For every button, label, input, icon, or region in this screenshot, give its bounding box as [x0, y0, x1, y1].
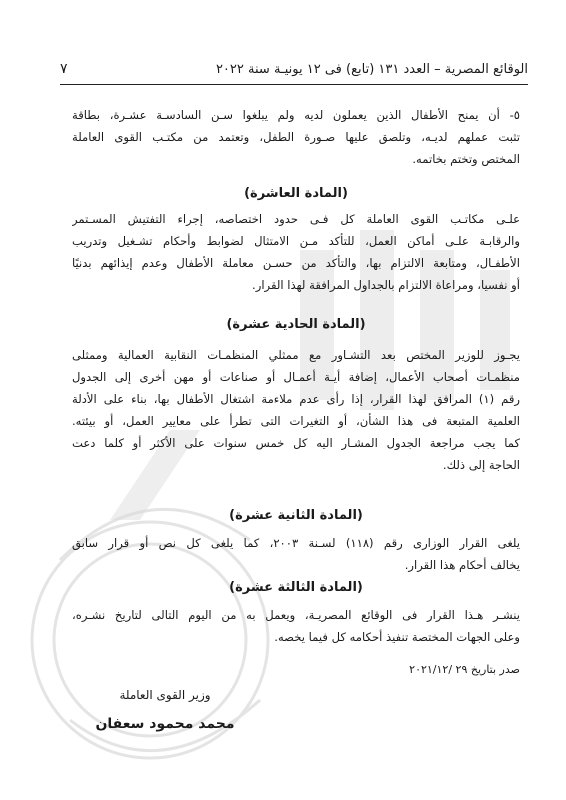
- text-line: العلمية المتبعة فى هذا الشأن، أو التغيرات التى تطرأ على معايير العمل، أو بيئته.: [72, 414, 520, 428]
- issue-date: صدر بتاريخ ٢٩ /٢٠٢١/١٢: [409, 663, 520, 676]
- article-13-heading: (المادة الثالثة عشرة): [229, 580, 363, 595]
- article-11-heading: (المادة الحادية عشرة): [226, 317, 366, 332]
- article-10-paragraph: [72, 208, 520, 296]
- page-header: [60, 56, 528, 82]
- text-line: يخالف أحكام هذا القرار.: [404, 558, 520, 572]
- header-title: الوقائع المصرية – العدد ١٣١ (تابع) فى ١٢ يونيـة سنة ٢٠٢٢: [215, 61, 528, 77]
- signatory-name: محمد محمود سعفان: [95, 716, 235, 732]
- text-line: علـى مكاتـب القوى العاملة كل فـى حدود اختصاصه، إجراء التفتيش المسـتمر: [72, 212, 520, 226]
- item-5-paragraph: [72, 104, 520, 170]
- text-line: وعلى الجهات المختصة تنفيذ أحكامه كل فيما يخصه.: [274, 630, 520, 644]
- text-line: يلغى القرار الوزارى رقم (١١٨) لسـنة ٢٠٠٣، كما يلغى كل نص أو قرار سابق: [72, 536, 520, 550]
- signatory-title: وزير القوى العاملة: [119, 688, 211, 702]
- article-10-heading: (المادة العاشرة): [244, 186, 348, 201]
- text-line: المختص وتختم بخاتمه.: [412, 152, 520, 166]
- article-13-paragraph: [72, 604, 520, 648]
- article-12-heading: (المادة الثانية عشرة): [229, 508, 363, 523]
- article-11-paragraph: [72, 344, 520, 476]
- text-line: ٥- أن يمنح الأطفال الذين يعملون لديه ولم يبلغوا سـن السادسـة عشـرة، بطاقة: [72, 108, 520, 122]
- text-line: الحاجة إلى ذلك.: [442, 458, 520, 472]
- text-line: ينشـر هـذا القرار فى الوقائع المصريـة، ويعمل به من اليوم التالى لتاريخ نشـره،: [72, 608, 520, 622]
- text-line: رقم (١) المرافق لهذا القرار، إذا رأى عدم ملاءمة اشتغال الأطفال بها، بناء على الأدلة: [72, 392, 520, 406]
- page-number: ٧: [60, 61, 68, 77]
- article-12-paragraph: [72, 532, 520, 576]
- text-line: الأطفـال، ومتابعة الالتزام بها، والتأكد من حسـن معاملة الأطفال وعدم إيذائهم بدنيًا: [72, 256, 520, 270]
- header-rule: [60, 84, 528, 85]
- text-line: كما يجب مراجعة الجدول المشـار اليه كل خمس سنوات على الأكثر أو كلما دعت: [72, 436, 520, 450]
- text-line: منظمـات أصحاب الأعمال، إضافة أيـة أعمـال أو صناعات أو مهن أخرى إلى الجدول: [72, 370, 520, 384]
- text-line: يجـوز للوزير المختص بعد التشـاور مع ممثلي المنظمـات النقابية العمالية وممثلى: [72, 348, 520, 362]
- text-line: أو نفسيا، ومراعاة الالتزام بالجداول المرافقة لهذا القرار.: [252, 278, 520, 292]
- text-line: والرقابـة علـى أماكن العمل، للتأكد مـن الامتثال لضوابط وأحكام تشـغيل وتدريب: [72, 234, 520, 248]
- text-line: تثبت عملهم لديـه، وتلصق عليها صـورة الطفل، وتعتمد من مكتـب القوى العاملة: [72, 130, 520, 144]
